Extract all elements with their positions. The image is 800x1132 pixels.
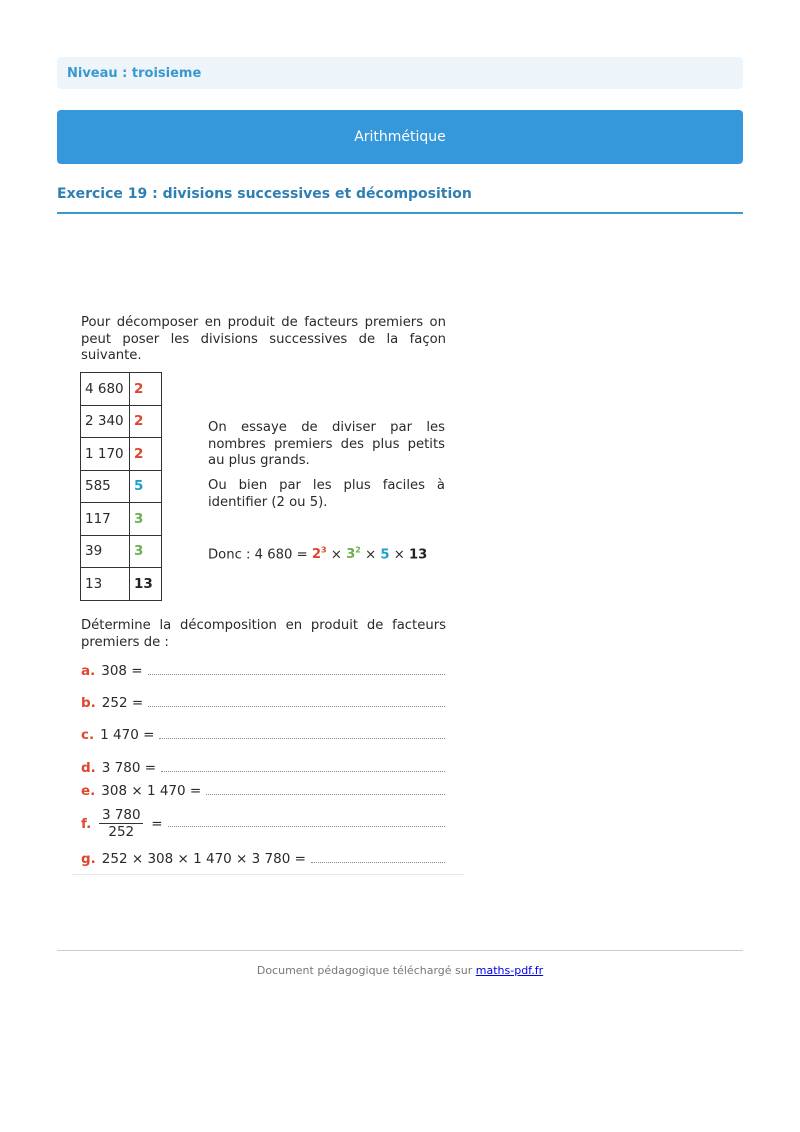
dividend-cell: 13: [81, 568, 130, 601]
result-prefix: Donc : 4 680 =: [208, 547, 308, 563]
times-sign: ×: [365, 547, 377, 563]
numerator: 3 780: [101, 807, 141, 823]
division-table: [80, 372, 162, 601]
dividend-cell: 39: [81, 535, 130, 568]
question-prompt: Détermine la décomposition en produit de facteurs premiers de :: [81, 618, 446, 650]
dividend-cell: 1 170: [81, 438, 130, 471]
question-item-c: c. 1 470 =: [81, 727, 445, 743]
method-alt-note: Ou bien par les plus faciles à identifier (2 ou 5).: [208, 478, 445, 510]
question-item-g: g. 252 × 308 × 1 470 × 3 780 =: [81, 851, 445, 867]
title-divider: [57, 212, 743, 214]
factor-cell: 2: [130, 405, 162, 438]
footer-text: Document pédagogique téléchargé sur: [256, 964, 473, 977]
decomposition-result: [208, 546, 427, 562]
dividend-cell: 4 680: [81, 373, 130, 406]
subject-banner: Arithmétique: [57, 110, 743, 164]
method-note: On essaye de diviser par les nombres premiers des plus petits au plus grands.: [208, 420, 445, 468]
denominator: 252: [108, 824, 135, 841]
footer: [0, 964, 800, 977]
question-item-e: e. 308 × 1 470 =: [81, 783, 445, 799]
footer-divider: [57, 950, 743, 951]
factor-thirteen: 13: [408, 547, 428, 563]
intro-text: Pour décomposer en produit de facteurs premiers on peut poser les divisions successives de la façon suivante.: [81, 315, 446, 363]
answer-line: [148, 664, 445, 675]
answer-line: [161, 761, 445, 772]
fraction: [99, 807, 143, 840]
answer-line: [206, 784, 445, 795]
table-row: [81, 568, 162, 601]
answer-line: [168, 820, 445, 827]
times-sign: ×: [393, 547, 405, 563]
exercise-title: Exercice 19 : divisions successives et décomposition: [57, 186, 472, 202]
exercise-image: [72, 302, 464, 875]
table-row: [81, 405, 162, 438]
table-row: [81, 535, 162, 568]
level-banner: [57, 57, 743, 89]
answer-line: [148, 696, 445, 707]
footer-link[interactable]: maths-pdf.fr: [475, 964, 544, 977]
factor-three: $3^2$: [346, 546, 361, 563]
dividend-cell: 2 340: [81, 405, 130, 438]
table-row: [81, 373, 162, 406]
question-item-f: f. $\frac{3 780}{252}$ =: [81, 807, 445, 840]
times-sign: ×: [330, 547, 342, 563]
factor-cell: 5: [130, 470, 162, 503]
level-label: Niveau : troisieme: [67, 66, 202, 81]
factor-cell: 13: [130, 568, 162, 601]
table-row: [81, 470, 162, 503]
factor-cell: 3: [130, 503, 162, 536]
factor-cell: 2: [130, 438, 162, 471]
question-item-b: b. 252 =: [81, 695, 445, 711]
question-item-a: a. 308 =: [81, 663, 445, 679]
factor-five: 5: [380, 547, 390, 563]
answer-line: [311, 852, 445, 863]
dividend-cell: 585: [81, 470, 130, 503]
table-row: [81, 503, 162, 536]
dividend-cell: 117: [81, 503, 130, 536]
question-item-d: d. 3 780 =: [81, 760, 445, 776]
factor-cell: 2: [130, 373, 162, 406]
answer-line: [159, 728, 445, 739]
factor-cell: 3: [130, 535, 162, 568]
factor-two: $2^3$: [311, 546, 327, 563]
table-row: [81, 438, 162, 471]
